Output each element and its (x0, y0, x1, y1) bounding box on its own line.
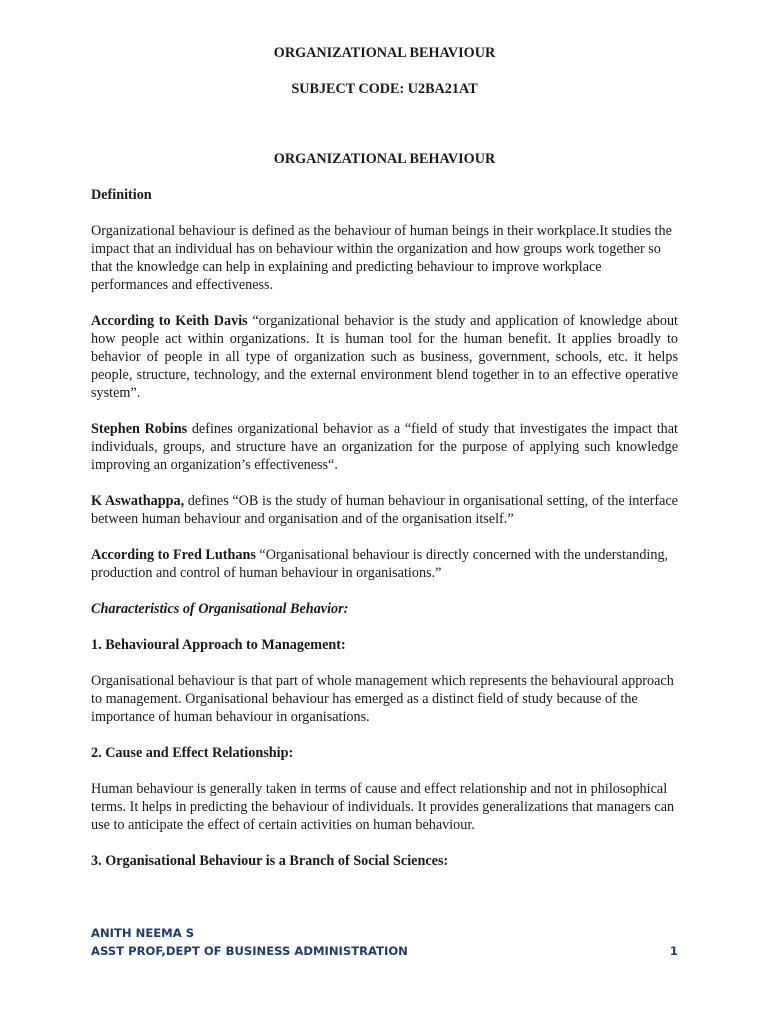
characteristic-1-heading: 1. Behavioural Approach to Management: (91, 637, 346, 653)
quote-text: defines organizational behavior as a “field of study that investigates the impact that individuals, groups, and structure have an organization for the purpose of applying such knowledge improving an organization’s effectiveness“. (91, 421, 678, 473)
quote-text: “Organisational behaviour is directly concerned with the understanding, production and control of human behaviour in organisations.” (91, 547, 669, 581)
characteristic-2-text: Human behaviour is generally taken in terms of cause and effect relationship and not in philosophical terms. It helps in predicting the behaviour of individuals. It provides generalizations that managers can use to anticipate the effect of certain activities on human behaviour. (91, 781, 675, 833)
characteristic-1-text: Organisational behaviour is that part of whole management which represents the behavioural approach to management. Organisational behaviour has emerged as a distinct field of study because of the importance of human behaviour in organisations. (91, 673, 674, 725)
page-number: 1 (669, 944, 678, 958)
quote-author: According to Fred Luthans (91, 547, 256, 563)
quote-fred-luthans (91, 546, 678, 582)
footer-row (91, 942, 678, 960)
footer-author: ANITH NEEMA S (91, 926, 195, 940)
page-content (91, 44, 678, 870)
characteristic-3-heading: 3. Organisational Behaviour is a Branch of Social Sciences: (91, 853, 449, 869)
quote-text: “organizational behavior is the study and application of knowledge about how people act within organizations. It is human tool for the human benefit. It applies broadly to behavior of people in all type of organization such as business, government, schools, etc. it helps people, structure, technology, and the external environment blend together in to an effective operative system”. (91, 313, 678, 401)
characteristics-heading: Characteristics of Organisational Behavior: (91, 601, 349, 617)
quote-author: K Aswathappa, (91, 493, 185, 509)
page-footer (91, 924, 678, 960)
definition-paragraph: Organizational behaviour is defined as the behaviour of human beings in their workplace.It studies the impact that an individual has on behaviour within the organization and how groups work together so that the knowledge can help in explaining and predicting behaviour to improve workplace performances and effectiveness. (91, 223, 672, 293)
section-title: ORGANIZATIONAL BEHAVIOUR (273, 151, 496, 167)
quote-stephen-robins (91, 420, 678, 474)
quote-author: According to Keith Davis (91, 313, 248, 329)
quote-author: Stephen Robins (91, 421, 188, 437)
subject-code: SUBJECT CODE: U2BA21AT (291, 81, 478, 97)
characteristic-2-heading: 2. Cause and Effect Relationship: (91, 745, 294, 761)
quote-keith-davis (91, 312, 678, 402)
definition-heading: Definition (91, 187, 152, 203)
quote-k-aswathappa (91, 492, 678, 528)
quote-text: defines “OB is the study of human behaviour in organisational setting, of the interface between human behaviour and organisation and of the organisation itself.” (91, 493, 678, 527)
document-title: ORGANIZATIONAL BEHAVIOUR (273, 45, 496, 61)
footer-designation: ASST PROF,DEPT OF BUSINESS ADMINISTRATION (91, 944, 408, 958)
